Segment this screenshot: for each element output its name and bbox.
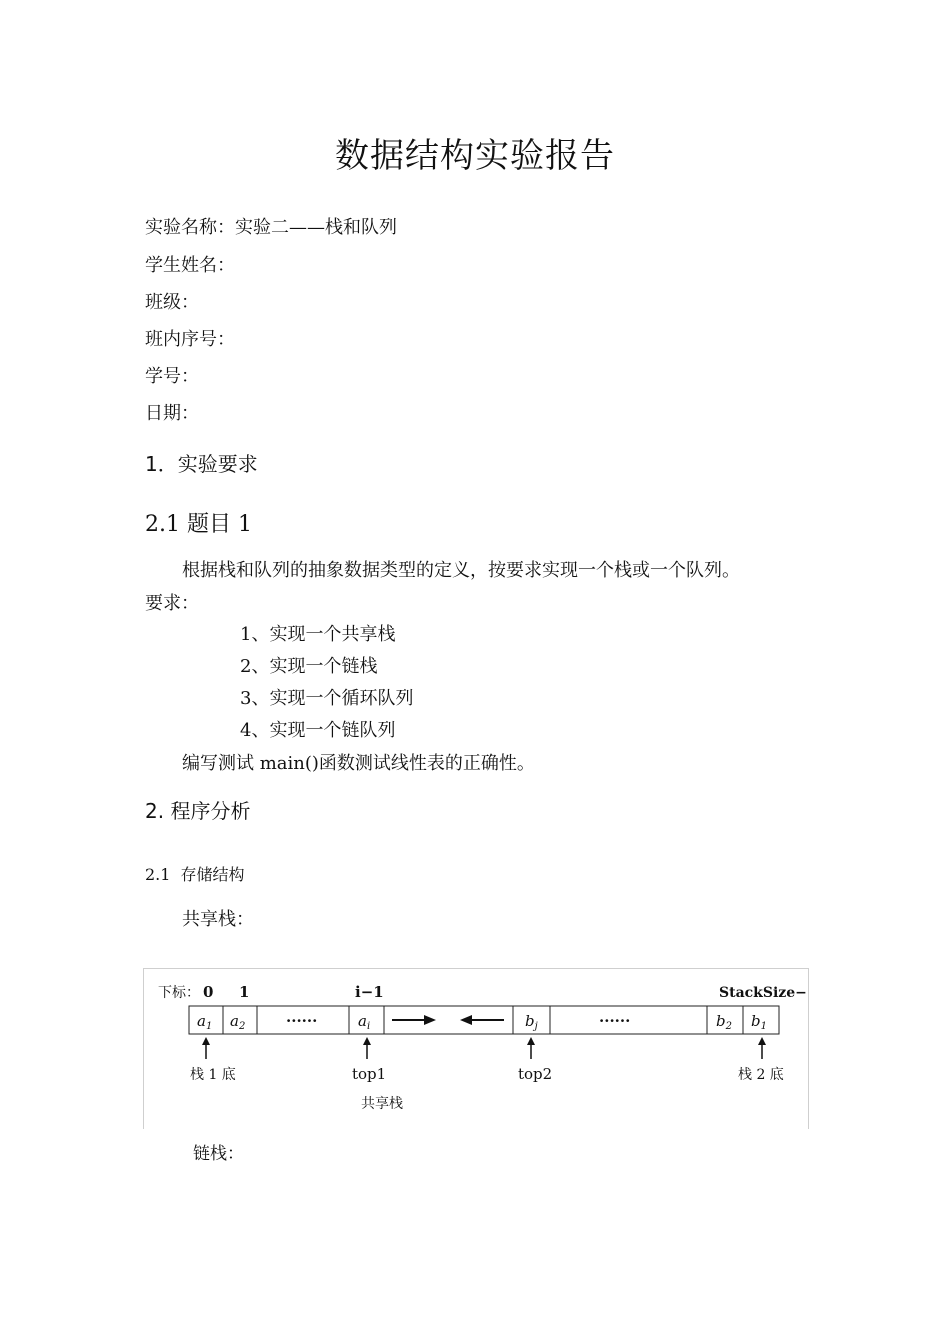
meta-student-id: 学号： (145, 366, 199, 387)
label-top1: top1 (352, 1065, 387, 1083)
pointer-arrow-head (758, 1037, 766, 1045)
index-label: 下标： (158, 985, 200, 1001)
meta-date: 日期： (145, 403, 199, 424)
cell-dots: ······ (286, 1012, 318, 1030)
shared-stack-diagram (144, 969, 808, 1129)
problem-intro: 根据栈和队列的抽象数据类型的定义，按要求实现一个栈或一个队列。 (182, 560, 740, 581)
meta-experiment-name: 实验名称：实验二——栈和队列 (145, 217, 397, 238)
figure-caption: 共享栈 (361, 1096, 403, 1112)
problem-footer: 编写测试 main()函数测试线性表的正确性。 (182, 753, 535, 774)
cell-dots-2: ······ (599, 1012, 631, 1030)
pointer-arrow-head (363, 1037, 371, 1045)
cell-ai: $a_i$ (358, 1012, 371, 1032)
requirement-item: 2、实现一个链栈 (240, 656, 378, 677)
requirement-item: 4、实现一个链队列 (240, 720, 396, 741)
subsection-heading-problem1: 2.1 题目 1 (145, 512, 252, 537)
requirement-item: 1、实现一个共享栈 (240, 624, 396, 645)
index-stacksize-minus-1: StackSize−1 (719, 985, 808, 1001)
index-1: 1 (239, 983, 250, 1001)
shared-stack-label: 共享栈： (182, 909, 254, 930)
cell-bj: $b_j$ (525, 1012, 538, 1032)
subsection-number: 2.1 (145, 865, 171, 884)
problem-intro-cont: 要求： (145, 593, 199, 614)
document-title: 数据结构实验报告 (335, 136, 615, 176)
pointer-arrow-head (202, 1037, 210, 1045)
meta-class: 班级： (145, 292, 199, 313)
cell-a1: $a_1$ (197, 1012, 213, 1032)
index-i-minus-1: i−1 (355, 983, 384, 1001)
subsection-title: 存储结构 (180, 865, 245, 884)
arrow-right-head (424, 1015, 436, 1025)
meta-class-seq: 班内序号： (145, 329, 235, 350)
label-stack1-bottom: 栈 1 底 (190, 1067, 236, 1083)
cell-a2: $a_2$ (230, 1012, 246, 1032)
subsection-heading-storage (145, 862, 244, 885)
meta-student-name: 学生姓名： (145, 255, 235, 276)
linked-stack-label: 链栈： (193, 1144, 244, 1164)
arrow-left-head (460, 1015, 472, 1025)
pointer-arrow-head (527, 1037, 535, 1045)
requirement-item: 3、实现一个循环队列 (240, 688, 414, 709)
section-heading-analysis: 2. 程序分析 (145, 799, 251, 823)
section-heading-requirements: 1．实验要求 (145, 452, 258, 476)
cell-b2: $b_2$ (716, 1012, 732, 1032)
label-top2: top2 (518, 1065, 553, 1083)
index-0: 0 (203, 983, 214, 1001)
label-stack2-bottom: 栈 2 底 (738, 1067, 784, 1083)
shared-stack-figure (143, 968, 809, 1129)
cell-b1: $b_1$ (751, 1012, 767, 1032)
